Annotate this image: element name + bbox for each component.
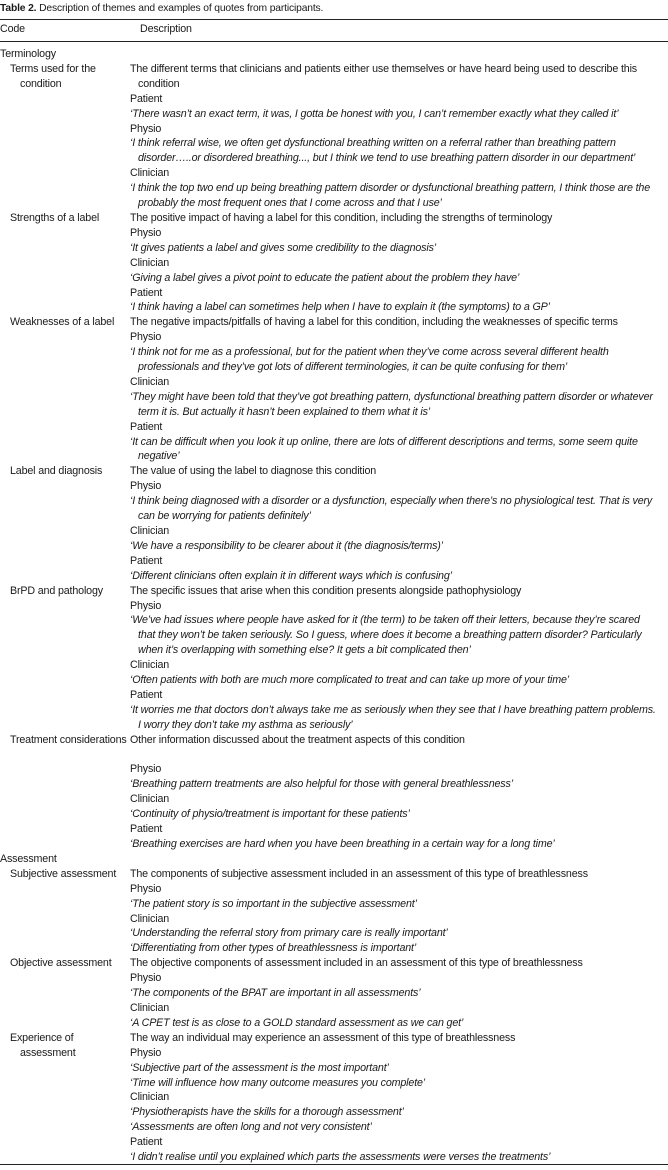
quote: ‘The components of the BPAT are important in all assessments’	[130, 987, 421, 1000]
quote: ‘I think referral wise, we often get dysfunctional breathing written on a referral rather than breathing pattern disorder…..or disordered breathing..., but I think we tend to use breathing pattern disorder in our department’	[130, 137, 636, 165]
code-cell	[0, 733, 130, 852]
description-cell	[130, 1031, 658, 1165]
spacer	[130, 748, 658, 763]
speaker-label: Physio	[130, 480, 162, 493]
quote: ‘Physiotherapists have the skills for a thorough assessment’	[130, 1106, 404, 1119]
description-cell	[130, 867, 658, 956]
table-row	[0, 733, 668, 852]
header-code: Code	[0, 23, 25, 35]
quote: ‘They might have been told that they’ve got breathing pattern, dysfunctional breathing pattern disorder or whatever term it is. But actually it hasn’t been explained to them what it is’	[130, 390, 653, 418]
speaker-label: Clinician	[130, 525, 170, 537]
table-caption	[0, 3, 323, 14]
quote: ‘Breathing pattern treatments are also helpful for those with general breathlessness’	[130, 778, 513, 791]
speaker-label: Physio	[130, 122, 162, 135]
speaker-label: Patient	[130, 823, 163, 836]
section-title: Assessment	[0, 852, 57, 865]
speaker-label: Patient	[130, 1136, 163, 1149]
quote: ‘There wasn’t an exact term, it was, I gotta be honest with you, I can’t remember exactly what they called it’	[130, 107, 619, 120]
code-label: Experience of assessment	[10, 1031, 76, 1059]
theme-description: The specific issues that arise when this condition presents alongside pathophysiology	[130, 584, 522, 597]
section-title: Terminology	[0, 48, 56, 60]
quote: ‘A CPET test is as close to a GOLD standard assessment as we can get’	[130, 1016, 464, 1029]
quote: ‘We have a responsibility to be clearer about it (the diagnosis/terms)’	[130, 539, 443, 552]
code-label: Objective assessment	[10, 957, 112, 970]
speaker-label: Physio	[130, 599, 162, 612]
quote: ‘I think having a label can sometimes help when I have to explain it (the symptoms) to a GP’	[130, 301, 550, 314]
quote: ‘Breathing exercises are hard when you have been breathing in a certain way for a long time’	[130, 838, 555, 851]
code-cell	[0, 867, 130, 956]
quote: ‘Giving a label gives a pivot point to educate the patient about the problem they have’	[130, 271, 520, 284]
table-row	[0, 464, 668, 583]
speaker-label: Clinician	[130, 1091, 170, 1104]
themes-table	[0, 47, 668, 1165]
bottom-rule	[0, 1164, 668, 1165]
table-row	[0, 62, 668, 211]
description-cell	[130, 211, 658, 315]
quote: ‘Assessments are often long and not very consistent’	[130, 1121, 372, 1134]
theme-description: The value of using the label to diagnose this condition	[130, 465, 377, 478]
quote: ‘I think the top two end up being breathing pattern disorder or dysfunctional breathing pattern, I think those are the probably the most frequent ones that I come across and that I use’	[130, 182, 650, 210]
speaker-label: Physio	[130, 882, 162, 895]
header-rule	[0, 41, 668, 42]
code-label: Weaknesses of a label	[10, 316, 115, 329]
speaker-label: Patient	[130, 286, 163, 299]
code-cell	[0, 62, 130, 211]
table-label: Table 2.	[0, 3, 37, 14]
code-label: Label and diagnosis	[10, 465, 103, 478]
speaker-label: Clinician	[130, 256, 170, 269]
top-rule	[0, 19, 668, 20]
quote: ‘Different clinicians often explain it in different ways which is confusing’	[130, 569, 452, 582]
quote: ‘Time will influence how many outcome measures you complete’	[130, 1076, 426, 1089]
speaker-label: Clinician	[130, 659, 170, 672]
quote: ‘It worries me that doctors don’t always take me as seriously when they see that I have breathing pattern problems. I worry they don’t take my asthma as seriously’	[130, 703, 656, 731]
theme-description: The components of subjective assessment included in an assessment of this type of breathlessness	[130, 867, 588, 880]
quote: ‘Differentiating from other types of breathlessness is important’	[130, 942, 417, 955]
table-row	[0, 315, 668, 464]
code-cell	[0, 956, 130, 1031]
speaker-label: Clinician	[130, 1001, 170, 1014]
speaker-label: Physio	[130, 763, 162, 776]
description-cell	[130, 584, 658, 733]
table-row	[0, 867, 668, 956]
code-cell	[0, 211, 130, 315]
table-section	[0, 852, 668, 1165]
theme-description: The negative impacts/pitfalls of having a label for this condition, including the weaknesses of specific terms	[130, 316, 618, 329]
quote: ‘Continuity of physio/treatment is important for these patients’	[130, 808, 410, 821]
speaker-label: Patient	[130, 554, 163, 567]
description-cell	[130, 315, 658, 464]
speaker-label: Clinician	[130, 167, 170, 180]
code-cell	[0, 464, 130, 583]
speaker-label: Physio	[130, 972, 162, 985]
code-label: Treatment considerations	[10, 733, 127, 746]
code-label: Subjective assessment	[10, 867, 117, 880]
quote: ‘The patient story is so important in the subjective assessment’	[130, 897, 417, 910]
description-cell	[130, 733, 658, 852]
table-row	[0, 211, 668, 315]
quote: ‘Often patients with both are much more complicated to treat and can take up more of your time’	[130, 674, 570, 687]
quote: ‘Understanding the referral story from primary care is really important’	[130, 927, 448, 940]
table-row	[0, 956, 668, 1031]
quote: ‘Subjective part of the assessment is the most important’	[130, 1061, 389, 1074]
table-caption-text: Description of themes and examples of quotes from participants.	[39, 3, 324, 14]
description-cell	[130, 62, 658, 211]
quote: ‘We’ve had issues where people have asked for it (the term) to be taken off their letters, because they’re scared that they won’t be taken seriously. So I guess, where does it become a breathing pattern disorder? Particularly when it’s overlapping with something else? It gets a bit complicated then’	[130, 614, 642, 657]
code-label: Strengths of a label	[10, 211, 100, 224]
speaker-label: Patient	[130, 688, 163, 701]
speaker-label: Patient	[130, 92, 163, 105]
speaker-label: Physio	[130, 1046, 162, 1059]
speaker-label: Clinician	[130, 793, 170, 806]
speaker-label: Patient	[130, 420, 163, 433]
quote: ‘It gives patients a label and gives some credibility to the diagnosis’	[130, 241, 436, 254]
quote: ‘I think being diagnosed with a disorder or a dysfunction, especially when there’s no physiological test. That is very can be worrying for patients definitely’	[130, 495, 653, 523]
table-section	[0, 47, 668, 852]
theme-description: Other information discussed about the treatment aspects of this condition	[130, 733, 465, 746]
description-cell	[130, 956, 658, 1031]
theme-description: The different terms that clinicians and patients either use themselves or have heard being used to describe this condition	[130, 62, 637, 90]
description-cell	[130, 464, 658, 583]
table-row	[0, 1031, 668, 1165]
code-label: Terms used for the condition	[10, 62, 96, 90]
code-cell	[0, 1031, 130, 1165]
header-description: Description	[140, 23, 192, 35]
quote: ‘I think not for me as a professional, but for the patient when they’ve come across several different health professionals and they’ve got lots of different terminologies, it can be quite confusing for them’	[130, 346, 609, 374]
speaker-label: Physio	[130, 226, 162, 239]
code-label: BrPD and pathology	[10, 584, 103, 597]
theme-description: The positive impact of having a label for this condition, including the strengths of terminology	[130, 211, 553, 224]
table-row	[0, 584, 668, 733]
quote: ‘It can be difficult when you look it up online, there are lots of different descriptions and terms, some seem quite negative’	[130, 435, 638, 463]
speaker-label: Clinician	[130, 912, 170, 925]
speaker-label: Physio	[130, 331, 162, 344]
theme-description: The objective components of assessment included in an assessment of this type of breathlessness	[130, 957, 583, 970]
theme-description: The way an individual may experience an assessment of this type of breathlessness	[130, 1031, 516, 1044]
quote: ‘I didn’t realise until you explained which parts the assessments were verses the treatments’	[130, 1151, 551, 1164]
code-cell	[0, 584, 130, 733]
code-cell	[0, 315, 130, 464]
speaker-label: Clinician	[130, 375, 170, 388]
